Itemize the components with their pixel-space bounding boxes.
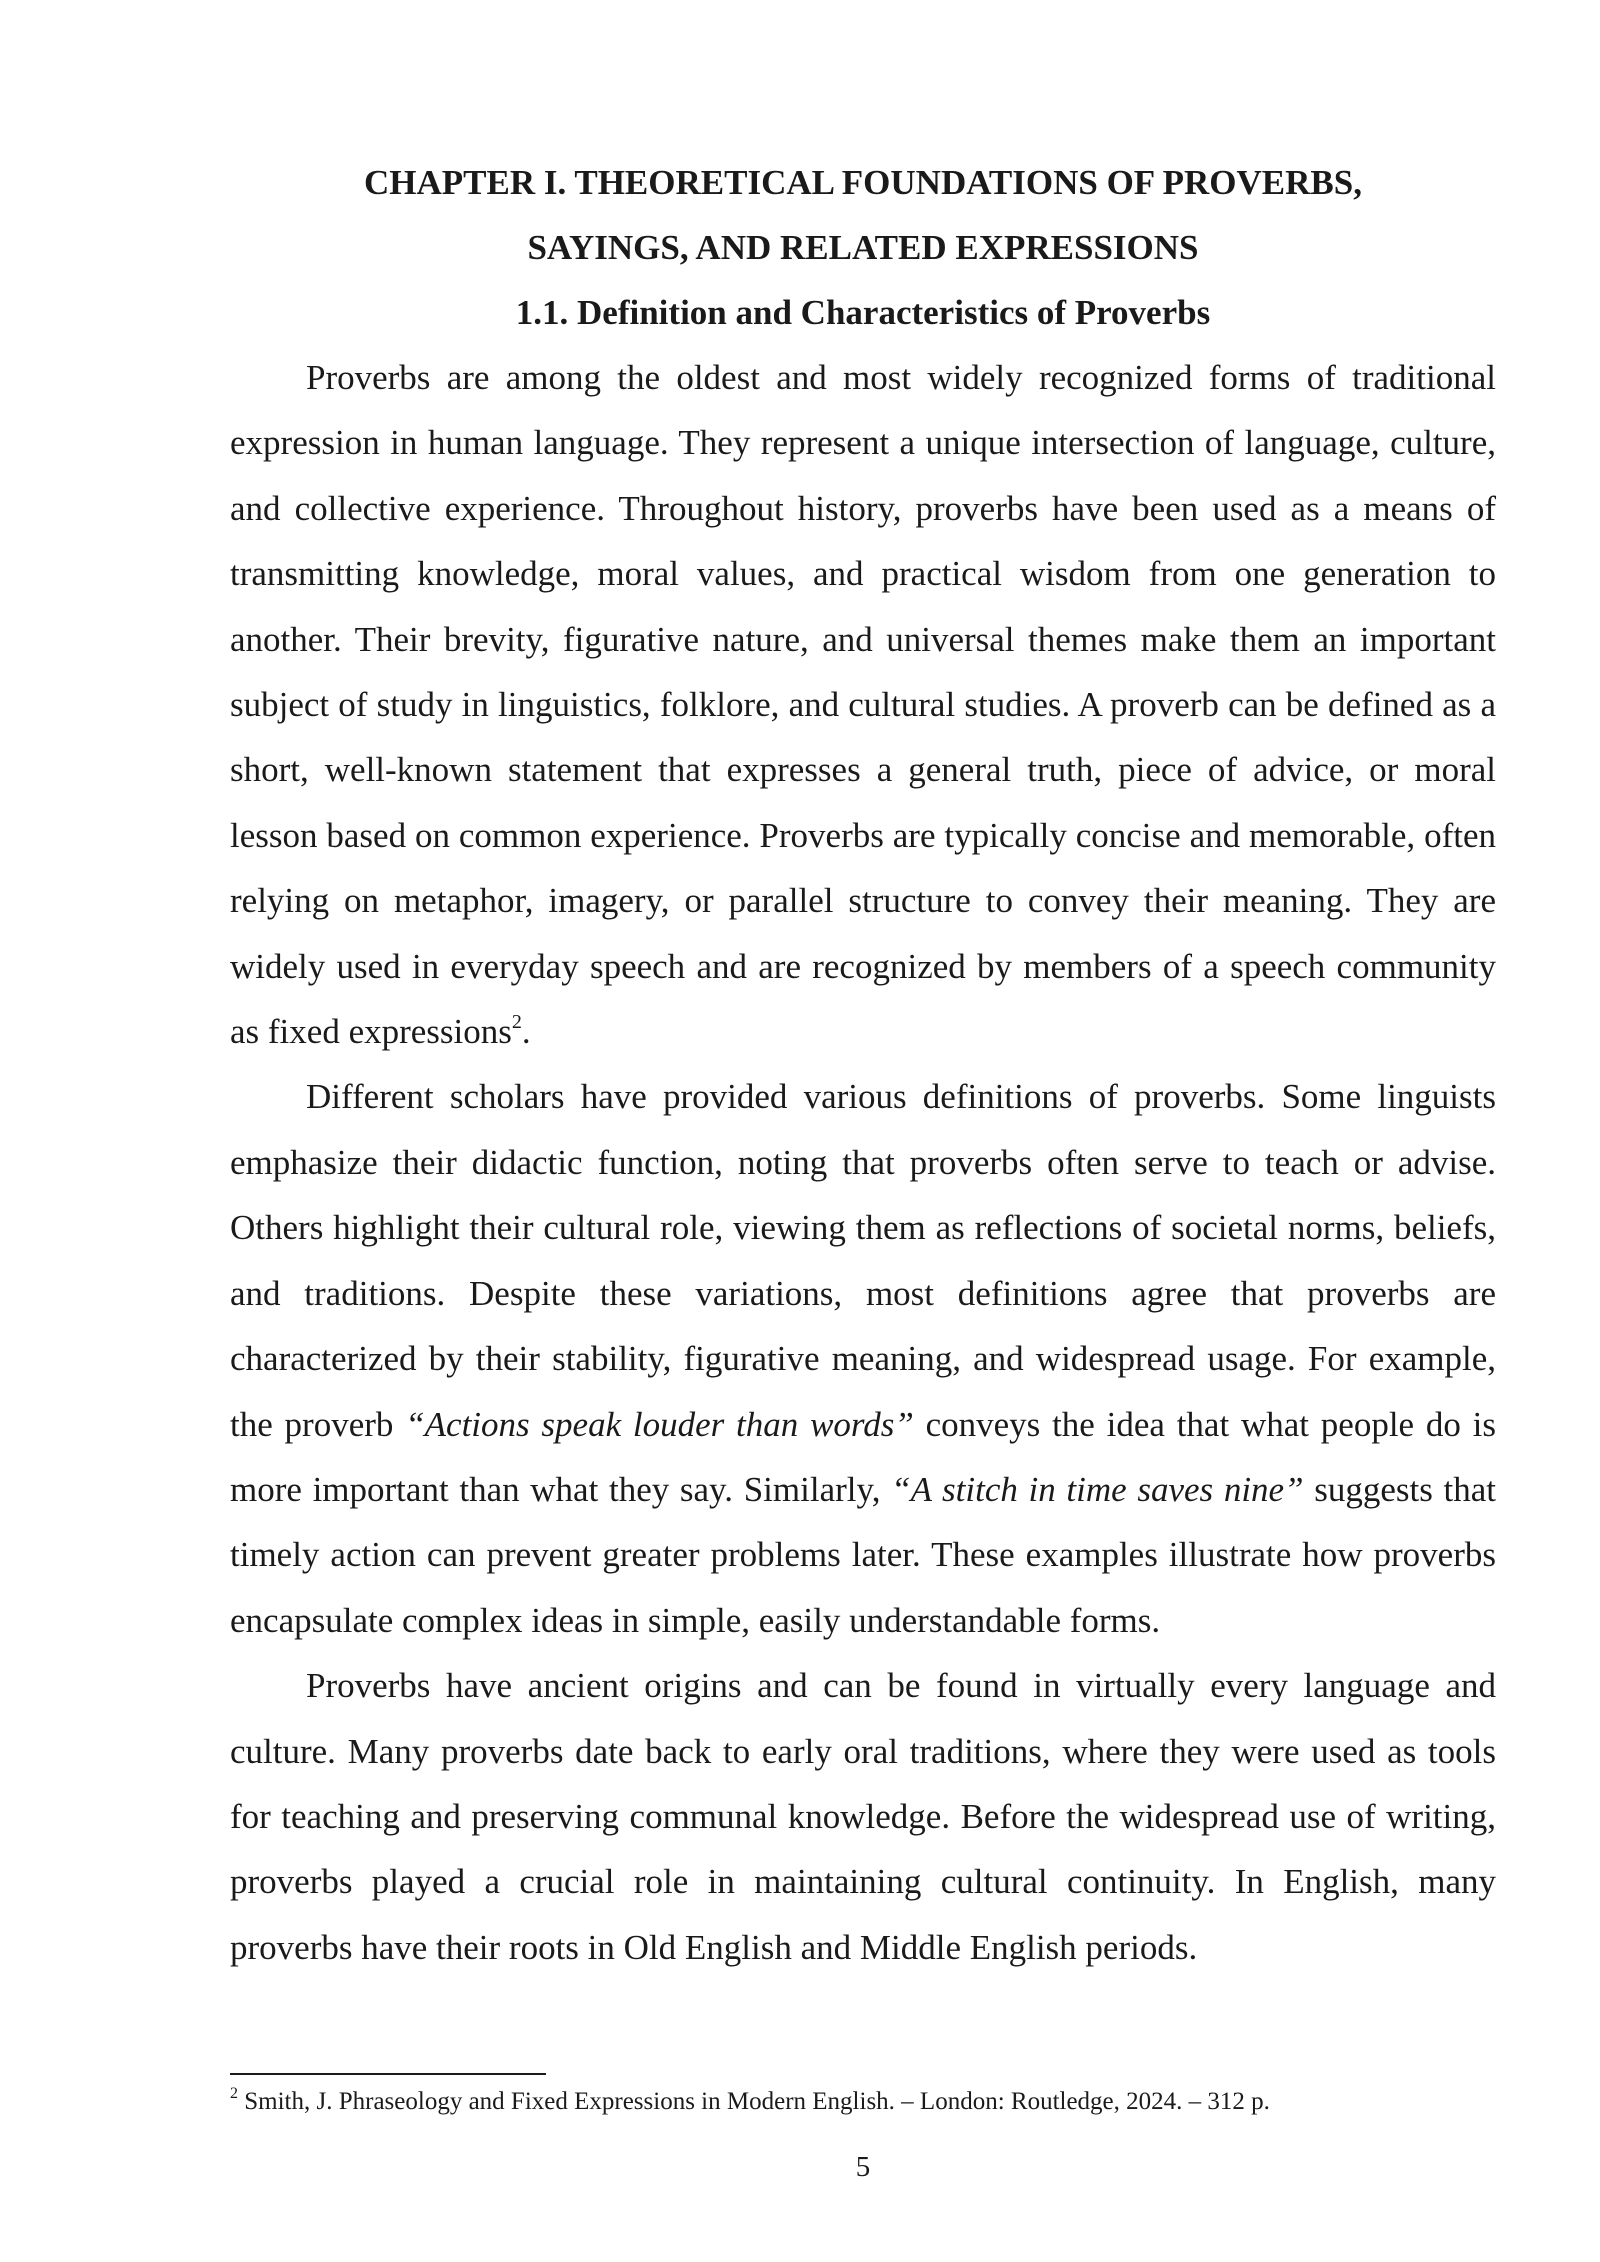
- footnote: [230, 2084, 1496, 2117]
- chapter-title-line-1: CHAPTER I. THEORETICAL FOUNDATIONS OF PROVERBS,: [364, 163, 1362, 202]
- paragraph-1-text: Proverbs are among the oldest and most widely recognized forms of traditional expression in human language. They represent a unique intersection of language, culture, and collective experience. Throughout history, proverbs have been used as a means of transmitting knowledge, moral values, and practical wisdom from one generation to another. Their brevity, figurative nature, and universal themes make them an important subject of study in linguistics, folklore, and cultural studies. A proverb can be defined as a short, well-known statement that expresses a general truth, piece of advice, or moral lesson based on common experience. Proverbs are typically concise and memorable, often relying on metaphor, imagery, or parallel structure to convey their meaning. They are widely used in everyday speech and are recognized by members of a speech community as fixed expressions: [230, 358, 1496, 1052]
- paragraph-1-end: .: [521, 1012, 531, 1052]
- section-title: 1.1. Definition and Characteristics of Proverbs: [515, 293, 1211, 332]
- body-text: [230, 345, 1496, 1980]
- paragraph-3: Proverbs have ancient origins and can be found in virtually every language and culture. Many proverbs date back to early oral traditions, where they were used as tools for teaching and preserving communal knowledge. Before the widespread use of writing, proverbs played a crucial role in maintaining cultural continuity. In English, many proverbs have their roots in Old English and Middle English periods.: [230, 1666, 1496, 1967]
- paragraph-1: [230, 345, 1496, 1064]
- paragraph-2-part-2: conveys the idea that what people do is more important than what they say. Similarly,: [230, 1404, 1497, 1509]
- proverb-quote-stitch: “A stitch in time saves nine”: [891, 1469, 1304, 1509]
- chapter-title-line-2: SAYINGS, AND RELATED EXPRESSIONS: [527, 228, 1199, 267]
- chapter-title: [230, 150, 1496, 280]
- footnote-text: Smith, J. Phraseology and Fixed Expressions in Modern English. – London: Routledge, 2024. – 312 p.: [238, 2088, 1270, 2115]
- footnote-separator: [230, 2073, 546, 2075]
- paragraph-2-part-1: Different scholars have provided various definitions of proverbs. Some linguists emphasize their didactic function, noting that proverbs often serve to teach or advise. Others highlight their cultural role, viewing them as reflections of societal norms, beliefs, and traditions. Despite these variations, most definitions agree that proverbs are characterized by their stability, figurative meaning, and widespread usage. For example, the proverb: [230, 1077, 1496, 1444]
- paragraph-2: [230, 1064, 1496, 1653]
- paragraph-2-part-3: suggests that timely action can prevent greater problems later. These examples illustrate how proverbs encapsulate complex ideas in simple, easily understandable forms.: [230, 1469, 1496, 1640]
- proverb-quote-actions: “Actions speak louder than words”: [405, 1404, 914, 1444]
- footnote-reference[interactable]: 2: [511, 1011, 522, 1034]
- page-number: 5: [855, 2151, 871, 2183]
- footnote-number: 2: [230, 2084, 238, 2102]
